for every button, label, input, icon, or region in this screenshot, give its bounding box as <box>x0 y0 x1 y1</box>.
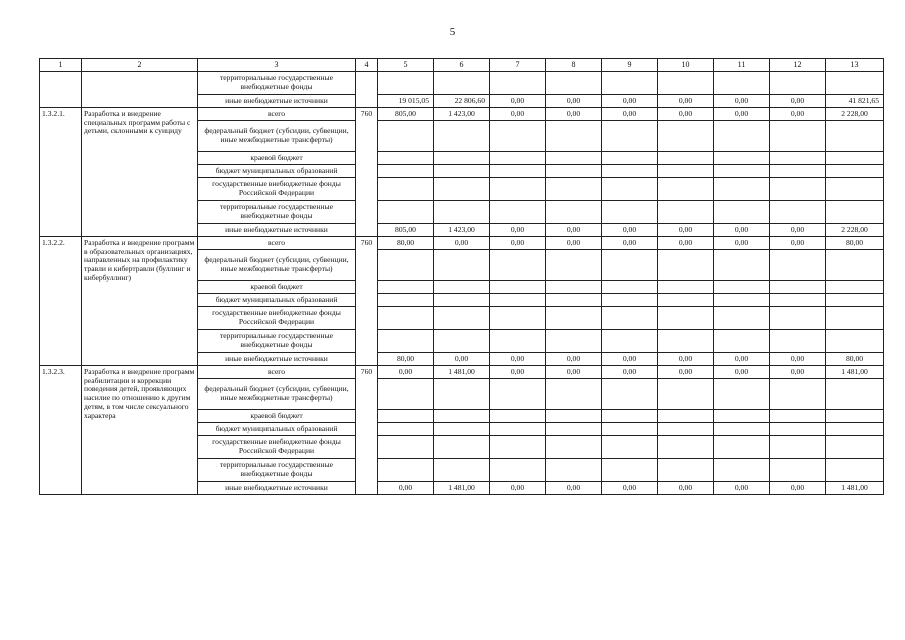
value-cell <box>658 178 714 201</box>
value-cell <box>602 165 658 178</box>
header-cell: 2 <box>82 59 198 72</box>
value-cell <box>770 459 826 482</box>
value-cell <box>378 165 434 178</box>
value-cell <box>826 423 884 436</box>
value-cell: 0,00 <box>714 366 770 379</box>
value-cell: 0,00 <box>378 366 434 379</box>
header-cell: 8 <box>546 59 602 72</box>
item-number: 1.3.2.2. <box>40 237 82 366</box>
value-cell <box>602 423 658 436</box>
source-regional: краевой бюджет <box>198 281 356 294</box>
source-state-funds: государственные внебюджетные фонды Российской Федерации <box>198 307 356 330</box>
value-cell <box>826 410 884 423</box>
source-regional: краевой бюджет <box>198 410 356 423</box>
table-row <box>40 366 884 379</box>
value-cell <box>714 410 770 423</box>
value-cell <box>770 436 826 459</box>
value-cell <box>490 423 546 436</box>
value-cell <box>714 250 770 281</box>
value-cell: 0,00 <box>770 366 826 379</box>
source-other: иные внебюджетные источники <box>198 353 356 366</box>
header-cell: 11 <box>714 59 770 72</box>
value-cell: 22 806,60 <box>434 95 490 108</box>
source-territorial-funds: территориальные государственные внебюджетные фонды <box>198 201 356 224</box>
value-cell: 0,00 <box>378 482 434 495</box>
value-cell: 41 821,65 <box>826 95 884 108</box>
value-cell <box>434 72 490 95</box>
value-cell <box>658 281 714 294</box>
value-cell <box>658 152 714 165</box>
value-cell <box>770 281 826 294</box>
value-cell <box>490 379 546 410</box>
value-cell <box>714 423 770 436</box>
value-cell <box>658 410 714 423</box>
value-cell: 0,00 <box>434 353 490 366</box>
source-state-funds: государственные внебюджетные фонды Российской Федерации <box>198 178 356 201</box>
value-cell <box>658 459 714 482</box>
value-cell <box>490 165 546 178</box>
value-cell <box>434 379 490 410</box>
value-cell <box>546 281 602 294</box>
value-cell: 80,00 <box>826 353 884 366</box>
value-cell <box>658 201 714 224</box>
value-cell <box>378 121 434 152</box>
value-cell: 805,00 <box>378 224 434 237</box>
value-cell: 0,00 <box>434 237 490 250</box>
value-cell <box>826 294 884 307</box>
value-cell <box>546 423 602 436</box>
value-cell <box>770 121 826 152</box>
value-cell <box>770 201 826 224</box>
value-cell <box>602 201 658 224</box>
source-total: всего <box>198 237 356 250</box>
header-cell: 10 <box>658 59 714 72</box>
source-territorial-funds: территориальные государственные внебюджетные фонды <box>198 330 356 353</box>
value-cell: 0,00 <box>490 366 546 379</box>
item-name: Разработка и внедрение специальных программ работы с детьми, склонными к суициду <box>82 108 198 237</box>
value-cell <box>490 459 546 482</box>
value-cell: 0,00 <box>658 366 714 379</box>
value-cell: 0,00 <box>490 482 546 495</box>
value-cell <box>378 436 434 459</box>
value-cell: 805,00 <box>378 108 434 121</box>
header-cell: 3 <box>198 59 356 72</box>
value-cell <box>770 410 826 423</box>
value-cell: 0,00 <box>602 108 658 121</box>
value-cell <box>658 165 714 178</box>
header-cell: 9 <box>602 59 658 72</box>
value-cell <box>714 152 770 165</box>
value-cell <box>714 281 770 294</box>
value-cell <box>826 436 884 459</box>
value-cell <box>826 72 884 95</box>
value-cell: 1 423,00 <box>434 224 490 237</box>
value-cell <box>378 379 434 410</box>
item-name: Разработка и внедрение программ реабилитации и коррекции поведения детей, проявляющих насилие по отношению к другим детям, в том числе сексуального характера <box>82 366 198 495</box>
value-cell <box>546 307 602 330</box>
value-cell <box>714 178 770 201</box>
value-cell: 0,00 <box>490 353 546 366</box>
value-cell <box>602 72 658 95</box>
source-regional: краевой бюджет <box>198 152 356 165</box>
value-cell <box>770 250 826 281</box>
value-cell <box>378 281 434 294</box>
value-cell: 1 481,00 <box>434 366 490 379</box>
value-cell <box>434 330 490 353</box>
value-cell: 1 423,00 <box>434 108 490 121</box>
value-cell: 0,00 <box>714 482 770 495</box>
value-cell <box>378 201 434 224</box>
value-cell <box>378 250 434 281</box>
value-cell <box>770 152 826 165</box>
budget-table <box>39 58 884 495</box>
value-cell <box>546 294 602 307</box>
value-cell: 0,00 <box>602 366 658 379</box>
value-cell <box>770 307 826 330</box>
source-other: иные внебюджетные источники <box>198 482 356 495</box>
value-cell <box>434 436 490 459</box>
value-cell <box>378 423 434 436</box>
value-cell <box>434 281 490 294</box>
value-cell <box>770 423 826 436</box>
value-cell <box>826 379 884 410</box>
value-cell: 0,00 <box>602 224 658 237</box>
value-cell <box>602 121 658 152</box>
value-cell <box>602 281 658 294</box>
value-cell: 0,00 <box>490 95 546 108</box>
value-cell <box>826 178 884 201</box>
value-cell <box>490 178 546 201</box>
value-cell: 1 481,00 <box>826 366 884 379</box>
value-cell: 80,00 <box>378 237 434 250</box>
value-cell <box>378 294 434 307</box>
value-cell <box>378 410 434 423</box>
header-row <box>40 59 884 72</box>
value-cell: 0,00 <box>546 224 602 237</box>
table-row <box>40 237 884 250</box>
value-cell <box>490 121 546 152</box>
value-cell: 0,00 <box>658 224 714 237</box>
value-cell: 0,00 <box>770 353 826 366</box>
value-cell: 80,00 <box>826 237 884 250</box>
source-total: всего <box>198 108 356 121</box>
value-cell <box>602 178 658 201</box>
value-cell <box>602 294 658 307</box>
value-cell <box>490 436 546 459</box>
value-cell: 1 481,00 <box>434 482 490 495</box>
value-cell <box>490 250 546 281</box>
value-cell <box>490 410 546 423</box>
value-cell <box>826 459 884 482</box>
value-cell <box>378 330 434 353</box>
table-row <box>40 108 884 121</box>
value-cell <box>658 294 714 307</box>
value-cell <box>546 201 602 224</box>
value-cell <box>434 165 490 178</box>
value-cell <box>770 379 826 410</box>
budget-code: 760 <box>356 237 378 366</box>
value-cell: 0,00 <box>490 224 546 237</box>
value-cell <box>434 152 490 165</box>
value-cell <box>714 72 770 95</box>
table-row <box>40 72 884 95</box>
value-cell <box>714 294 770 307</box>
value-cell <box>658 121 714 152</box>
value-cell: 0,00 <box>714 108 770 121</box>
value-cell <box>546 379 602 410</box>
value-cell <box>770 72 826 95</box>
source-municipal: бюджет муниципальных образований <box>198 294 356 307</box>
value-cell: 80,00 <box>378 353 434 366</box>
value-cell <box>658 72 714 95</box>
source-territorial-funds: территориальные государственные внебюджетные фонды <box>198 459 356 482</box>
value-cell: 0,00 <box>770 237 826 250</box>
value-cell <box>602 459 658 482</box>
value-cell <box>490 307 546 330</box>
value-cell <box>378 307 434 330</box>
value-cell <box>658 436 714 459</box>
value-cell: 2 228,00 <box>826 108 884 121</box>
value-cell <box>770 330 826 353</box>
value-cell: 0,00 <box>658 353 714 366</box>
value-cell <box>546 436 602 459</box>
value-cell <box>546 72 602 95</box>
value-cell <box>490 294 546 307</box>
item-number-cell <box>40 72 82 108</box>
value-cell <box>826 165 884 178</box>
page-number: 5 <box>449 26 456 38</box>
value-cell <box>434 178 490 201</box>
header-cell: 4 <box>356 59 378 72</box>
value-cell: 2 228,00 <box>826 224 884 237</box>
source-federal: федеральный бюджет (субсидии, субвенции, иные межбюджетные трансферты) <box>198 250 356 281</box>
value-cell <box>770 165 826 178</box>
header-cell: 13 <box>826 59 884 72</box>
value-cell <box>434 307 490 330</box>
value-cell: 0,00 <box>546 95 602 108</box>
value-cell: 0,00 <box>770 482 826 495</box>
value-cell <box>378 152 434 165</box>
source-other: иные внебюджетные источники <box>198 95 356 108</box>
value-cell: 0,00 <box>490 237 546 250</box>
value-cell <box>826 152 884 165</box>
value-cell <box>826 201 884 224</box>
value-cell <box>714 307 770 330</box>
value-cell <box>658 423 714 436</box>
value-cell <box>658 330 714 353</box>
value-cell: 0,00 <box>546 237 602 250</box>
value-cell <box>602 410 658 423</box>
value-cell <box>546 165 602 178</box>
value-cell <box>434 201 490 224</box>
value-cell <box>490 152 546 165</box>
value-cell <box>546 152 602 165</box>
item-number: 1.3.2.1. <box>40 108 82 237</box>
value-cell <box>546 410 602 423</box>
value-cell <box>826 307 884 330</box>
value-cell: 0,00 <box>770 95 826 108</box>
value-cell <box>546 330 602 353</box>
value-cell <box>434 459 490 482</box>
value-cell <box>714 165 770 178</box>
value-cell: 0,00 <box>546 482 602 495</box>
value-cell <box>546 121 602 152</box>
value-cell: 0,00 <box>602 482 658 495</box>
value-cell <box>714 379 770 410</box>
value-cell: 1 481,00 <box>826 482 884 495</box>
item-name: Разработка и внедрение программ в образовательных организациях, направленных на профилактику травли и кибертравли (буллинг и кибербуллинг) <box>82 237 198 366</box>
header-cell: 1 <box>40 59 82 72</box>
header-cell: 7 <box>490 59 546 72</box>
value-cell <box>378 72 434 95</box>
value-cell: 0,00 <box>714 95 770 108</box>
value-cell: 0,00 <box>714 353 770 366</box>
source-federal: федеральный бюджет (субсидии, субвенции, иные межбюджетные трансферты) <box>198 121 356 152</box>
budget-code: 760 <box>356 366 378 495</box>
value-cell: 0,00 <box>770 224 826 237</box>
header-cell: 5 <box>378 59 434 72</box>
value-cell <box>602 436 658 459</box>
value-cell <box>434 410 490 423</box>
value-cell <box>826 121 884 152</box>
value-cell <box>434 294 490 307</box>
header-cell: 6 <box>434 59 490 72</box>
value-cell <box>826 250 884 281</box>
source-municipal: бюджет муниципальных образований <box>198 423 356 436</box>
source-state-funds: государственные внебюджетные фонды Российской Федерации <box>198 436 356 459</box>
value-cell: 0,00 <box>546 366 602 379</box>
value-cell: 0,00 <box>546 108 602 121</box>
value-cell <box>658 250 714 281</box>
source-total: всего <box>198 366 356 379</box>
value-cell <box>658 379 714 410</box>
value-cell <box>770 178 826 201</box>
source-federal: федеральный бюджет (субсидии, субвенции, иные межбюджетные трансферты) <box>198 379 356 410</box>
value-cell: 0,00 <box>658 108 714 121</box>
value-cell <box>602 152 658 165</box>
value-cell <box>826 281 884 294</box>
item-name-cell <box>82 72 198 108</box>
value-cell <box>378 459 434 482</box>
value-cell <box>490 201 546 224</box>
value-cell: 19 015,05 <box>378 95 434 108</box>
value-cell: 0,00 <box>658 237 714 250</box>
value-cell <box>434 423 490 436</box>
value-cell: 0,00 <box>602 353 658 366</box>
value-cell: 0,00 <box>714 224 770 237</box>
header-cell: 12 <box>770 59 826 72</box>
source-municipal: бюджет муниципальных образований <box>198 165 356 178</box>
value-cell <box>378 178 434 201</box>
value-cell: 0,00 <box>658 482 714 495</box>
budget-code: 760 <box>356 108 378 237</box>
value-cell <box>714 459 770 482</box>
value-cell <box>602 330 658 353</box>
value-cell <box>602 307 658 330</box>
value-cell <box>826 330 884 353</box>
value-cell <box>714 121 770 152</box>
value-cell: 0,00 <box>714 237 770 250</box>
source-territorial-funds: территориальные государственные внебюджетные фонды <box>198 72 356 95</box>
value-cell <box>602 379 658 410</box>
value-cell <box>434 250 490 281</box>
code-cell <box>356 72 378 108</box>
value-cell <box>490 330 546 353</box>
value-cell: 0,00 <box>770 108 826 121</box>
value-cell <box>490 281 546 294</box>
value-cell: 0,00 <box>658 95 714 108</box>
value-cell: 0,00 <box>490 108 546 121</box>
value-cell <box>602 250 658 281</box>
source-other: иные внебюджетные источники <box>198 224 356 237</box>
value-cell <box>434 121 490 152</box>
value-cell <box>770 294 826 307</box>
value-cell <box>658 307 714 330</box>
value-cell <box>714 330 770 353</box>
value-cell <box>546 250 602 281</box>
value-cell <box>546 459 602 482</box>
value-cell <box>490 72 546 95</box>
value-cell: 0,00 <box>546 353 602 366</box>
value-cell <box>546 178 602 201</box>
value-cell <box>714 436 770 459</box>
value-cell: 0,00 <box>602 95 658 108</box>
item-number: 1.3.2.3. <box>40 366 82 495</box>
value-cell <box>714 201 770 224</box>
value-cell: 0,00 <box>602 237 658 250</box>
